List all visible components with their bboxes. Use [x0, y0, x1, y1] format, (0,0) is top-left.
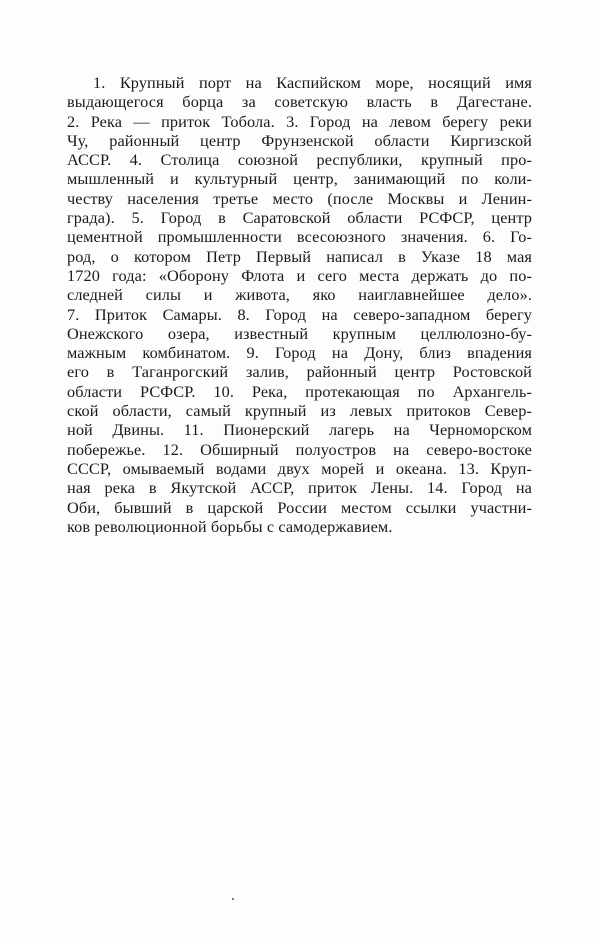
- text-line: ная река в Якутской АССР, приток Лены. 14. Город на: [67, 478, 532, 498]
- text-line: 7. Приток Самары. 8. Город на северо-западном берегу: [67, 304, 532, 324]
- text-line: области РСФСР. 10. Река, протекающая по Архангель-: [67, 381, 532, 401]
- text-line: СССР, омываемый водами двух морей и океана. 13. Круп-: [67, 458, 532, 478]
- text-line: род, о котором Петр Первый написал в Указе 18 мая: [67, 246, 532, 266]
- text-line: мажным комбинатом. 9. Город на Дону, близ впадения: [67, 343, 532, 363]
- text-line: 1. Крупный порт на Каспийском море, носящий имя: [93, 73, 532, 92]
- text-line: следней силы и живота, яко наиглавнейшее дело».: [67, 285, 532, 305]
- text-line: честву населения третье место (после Москвы и Ленин-: [67, 188, 532, 208]
- text-line: цементной промышленности всесоюзного значения. 6. Го-: [67, 227, 532, 247]
- text-line: ков революционной борьбы с самодержавием.: [67, 516, 393, 536]
- text-line: ской области, самый крупный из левых притоков Север-: [67, 401, 532, 421]
- crossword-clues-paragraph: [67, 73, 532, 536]
- text-line: Оби, бывший в царской России местом ссылки участни-: [67, 497, 532, 517]
- text-line: выдающегося борца за советскую власть в Дагестане.: [67, 92, 532, 112]
- text-line: Онежского озера, известный крупным целлюлозно-бу-: [67, 323, 532, 343]
- text-line: мышленный и культурный центр, занимающий по коли-: [67, 169, 532, 189]
- text-line: его в Таганрогский залив, районный центр Ростовской: [67, 362, 532, 382]
- text-line: ной Двины. 11. Пионерский лагерь на Черноморском: [67, 420, 532, 440]
- text-line: 2. Река — приток Тобола. 3. Город на левом берегу реки: [67, 111, 532, 131]
- scan-speck: [232, 898, 234, 900]
- text-line: града). 5. Город в Саратовской области РСФСР, центр: [67, 208, 532, 228]
- text-line: Чу, районный центр Фрунзенской области Киргизской: [67, 130, 532, 150]
- text-line: 1720 года: «Оборону Флота и сего места держать до по-: [67, 265, 532, 285]
- text-line: АССР. 4. Столица союзной республики, крупный про-: [67, 150, 532, 170]
- text-line: побережье. 12. Обширный полуостров на северо-востоке: [67, 439, 532, 459]
